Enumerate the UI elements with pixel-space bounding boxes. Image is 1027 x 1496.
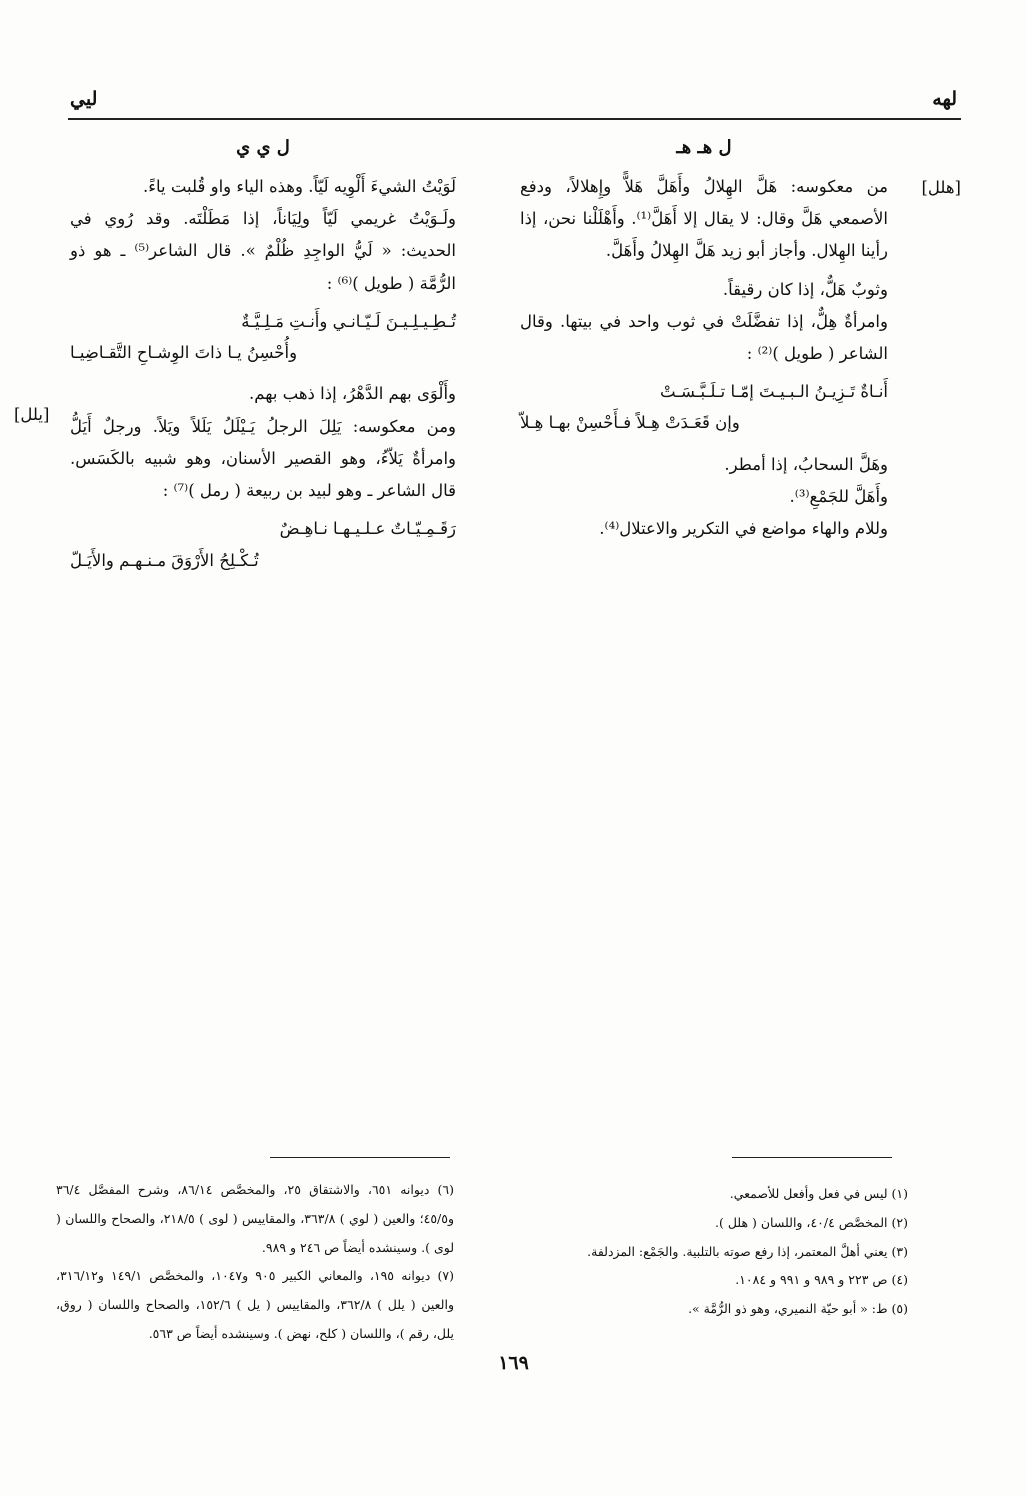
verse-hemistich: رَقَـمِـيّـاتٌ عـلـيـهـا نـاهِـضٌ [279,519,456,539]
verse-hemistich: أَنـاةٌ تَـزِيـنُ الـبـيـتَ إمّـا تـلَـبَّـسَـتْ [659,382,888,402]
left-column [70,130,456,586]
paragraph: وامرأةٌ هِلٌّ، إذا تفضَّلَتْ في ثوب واحد في بيتها. وقال الشاعر ( طويل )⁽²⁾ : [520,311,888,363]
footnote: (١) ليس في فعل وأفعل للأصمعي. [729,1186,908,1201]
verse [70,513,456,576]
section-mark-hll: [هلل] [921,178,961,197]
paragraph: وأَهَلَّ للجَمْعِ⁽³⁾. [789,486,888,506]
verse [70,306,456,369]
verse-hemistich: وإن قَعَـدَتْ هِـلاً فـأَحْسِنْ بهـا هِـلاّ [520,413,740,433]
paragraph: ومن معكوسه: يَلِلَ الرجلُ يَـيْلَلُ يَلَلاً ويَلاً. ورجلٌ أَيَلُّ وامرأةٌ يَلاّءُ، وهو القصير الأسنان، وهو شبيه بالكَسَس. قال الشاعر ـ وهو لبيد بن ربيعة ( رمل )⁽⁷⁾ : [70,416,456,500]
paragraph: وهَلَّ السحابُ، إذا أمطر. [724,454,888,474]
paragraph: وأَلْوَى بهم الدَّهْرُ، إذا ذهب بهم. [248,384,456,404]
running-header-right: لهه [932,88,957,110]
page-number: ١٦٩ [498,1352,529,1374]
paragraph: وثوبٌ هَلٌّ، إذا كان رقيقاً. [722,279,888,299]
footnote: (٧) ديوانه ١٩٥، والمعاني الكبير ٩٠٥ و١٠٤٧، والمخصَّص ١٤٩/١ و٣١٦/١٢، والعين ( يلل ) ٣٦٢/٨، والمقاييس ( يل ) ١٥٢/٦، والصحاح واللسان ( روق، يلل، رقم )، واللسان ( كلح، نهض ). وسينشده أيضاً ص ٥٦٣. [56,1268,454,1341]
running-header-left: ليي [70,88,98,110]
verse-hemistich: تُـطِـيـلِـيـنَ لَـيّـانـي وأَنـتِ مَـلِـيَّـةٌ [241,311,456,331]
footnote: (٢) المخصَّص ٤٠/٤، واللسان ( هلل ). [715,1214,908,1230]
footnotes-right [520,1180,908,1324]
section-mark-yll: [يلل] [14,405,50,424]
entry-title-lyy: ل ي ي [236,137,290,158]
right-column [520,130,888,545]
footnotes-left [56,1176,454,1349]
verse [520,376,888,439]
paragraph: ولَـوَيْتُ غريمي لَيّاً ولِيَاناً، إذا مَطَلْتَه. وقد رُوي في الحديث: « لَيُّ الواجِدِ ظُلْمٌ ». قال الشاعر⁽⁵⁾ ـ هو ذو الرُّمَّة ( طويل )⁽⁶⁾ : [70,209,456,293]
footnote-rule [270,1157,450,1158]
paragraph: وللام والهاء مواضع في التكرير والاعتلال⁽⁴⁾. [599,519,888,539]
verse-hemistich: تُـكْـلِحُ الأَرْوَقَ مـنـهـم والأَيَـلّ [70,550,259,570]
footnote: (٦) ديوانه ٦٥١، والاشتقاق ٢٥، والمخصَّص ٨٦/١٤، وشرح المفصَّل ٣٦/٤ و٤٥/٥؛ والعين ( لوي ) ٣٦٣/٨، والمقاييس ( لوى ) ٢١٨/٥، والصحاح واللسان ( لوى ). وسينشده أيضاً ص ٢٤٦ و ٩٨٩. [56,1182,455,1255]
entry-title-lhh: ل هـ هـ [676,137,732,158]
header-rule [68,118,961,120]
footnote-rule [732,1157,892,1158]
footnote: (٣) يعني أهلَّ المعتمر، إذا رفع صوته بالتلبية. والجَمْع: المزدلفة. [587,1243,908,1259]
verse-hemistich: وأُحْسِنُ يـا ذاتَ الوِشـاحِ التَّقـاضِيـا [70,343,298,363]
paragraph: لَوَيْتُ الشيءَ أَلْوِيه لَيّاً. وهذه الياء واو قُلبت ياءً. [142,177,456,197]
footnote: (٤) ص ٢٢٣ و ٩٨٩ و ٩٩١ و ١٠٨٤. [735,1272,908,1288]
paragraph: من معكوسه: هَلَّ الهِلالُ وأَهَلَّ هَلاًّ وإِهلالاً، ودفع الأصمعي هَلَّ وقال: لا يقال إلا أَهَلَّ⁽¹⁾. وأَهْلَلْنا نحن، إذا رأينا الهِلال. وأجاز أبو زيد هَلَّ الهِلالُ وأَهَلَّ. [520,177,888,261]
footnote: (٥) ط: « أبو حيّة النميري، وهو ذو الرُّمَّة ». [688,1301,908,1316]
